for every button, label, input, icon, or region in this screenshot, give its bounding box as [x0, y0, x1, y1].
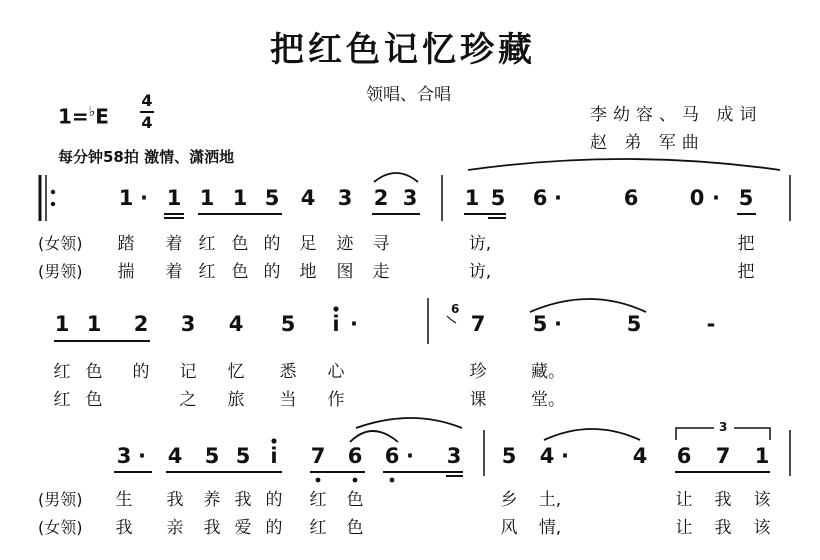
high-octave-dot: [333, 306, 338, 311]
lyric: 着: [165, 262, 183, 282]
lyric: 珍: [469, 362, 487, 382]
lyric: 把: [737, 262, 755, 282]
note: 4: [167, 444, 183, 468]
lyric: 藏。: [531, 362, 565, 382]
note: i: [270, 444, 278, 468]
lyric: 访,: [468, 234, 492, 254]
lyric: 揣: [117, 262, 135, 282]
lyric: 踏: [117, 234, 135, 254]
dot: ·: [140, 186, 148, 210]
dot: ·: [350, 312, 358, 336]
lyric: 足: [299, 234, 317, 254]
lyric: 把: [737, 234, 755, 254]
note: 3: [116, 444, 132, 468]
lyric: 亲: [166, 518, 184, 538]
note: 0: [689, 186, 705, 210]
note: 7: [470, 312, 486, 336]
lyric: 当: [279, 390, 297, 410]
lyric: 作: [327, 390, 345, 410]
lyric: 我: [714, 490, 732, 510]
lyric: 的: [265, 490, 283, 510]
lyric: 地: [299, 262, 317, 282]
lyric: 色: [85, 390, 103, 410]
note: 5: [490, 186, 506, 210]
note: 4: [228, 312, 244, 336]
grace-note: 6: [451, 302, 460, 316]
lyric: 旅: [227, 390, 245, 410]
lyric: 色: [231, 262, 249, 282]
lyric: 色: [346, 490, 364, 510]
note: 1: [754, 444, 770, 468]
note: 3: [337, 186, 353, 210]
lyric: 我: [166, 490, 184, 510]
note: 3: [446, 444, 462, 468]
dot: ·: [561, 444, 569, 468]
slur: [374, 173, 418, 182]
slur: [356, 418, 462, 428]
flat-sign: ♭: [88, 104, 96, 120]
time-signature: [140, 92, 154, 132]
note: 1: [86, 312, 102, 336]
lyric: 色: [346, 518, 364, 538]
lyric: 记: [179, 362, 197, 382]
lyric: 我: [234, 490, 252, 510]
lyric: 红: [53, 362, 71, 382]
dash: -: [706, 312, 716, 336]
dot: ·: [554, 312, 562, 336]
lyric: 忆: [227, 362, 245, 382]
performance-form: 领唱、合唱: [366, 85, 451, 105]
lyric: 我: [714, 518, 732, 538]
note: i: [332, 312, 340, 336]
note: 1: [232, 186, 248, 210]
note: 3: [180, 312, 196, 336]
lyric: 红: [309, 518, 327, 538]
score-line-3: [0, 420, 820, 484]
lyric: 课: [469, 390, 487, 410]
slur: [530, 299, 646, 312]
lyric: 悉: [279, 362, 297, 382]
lyric: 心: [327, 362, 345, 382]
note: 2: [133, 312, 149, 336]
lyric: 之: [179, 390, 197, 410]
note: 4: [632, 444, 648, 468]
song-title: 把红色记忆珍藏: [270, 30, 536, 70]
lyric: 色: [85, 362, 103, 382]
lyrics-line-2b: [0, 388, 820, 414]
lyric: 爱: [234, 518, 252, 538]
lyric: 红: [309, 490, 327, 510]
high-octave-dot: [271, 438, 276, 443]
note: 7: [715, 444, 731, 468]
lyric: 的: [265, 518, 283, 538]
note: 6: [347, 444, 363, 468]
note: 6: [623, 186, 639, 210]
lyric: 红: [198, 234, 216, 254]
note: 7: [310, 444, 326, 468]
note: 5: [501, 444, 517, 468]
lyric: 的: [132, 362, 150, 382]
lyric: 该: [753, 490, 771, 510]
slur: [468, 159, 780, 170]
lyric: 堂。: [531, 390, 565, 410]
lyric: 迹: [336, 234, 354, 254]
composer-credit: 赵 弟 军曲: [590, 133, 705, 153]
lyrics-line-3b: [0, 516, 820, 542]
lyric: 土,: [538, 490, 562, 510]
lyric: 风: [500, 518, 518, 538]
key-prefix: 1=: [58, 104, 89, 129]
lyric: 的: [263, 262, 281, 282]
lyricist-credit: 李幼容、马 成词: [590, 105, 763, 125]
note: 3: [402, 186, 418, 210]
note: 6: [676, 444, 692, 468]
note: 5: [235, 444, 251, 468]
note: 5: [738, 186, 754, 210]
singer-label: (男领): [38, 262, 83, 281]
tempo-marking: 每分钟58拍 激情、潇洒地: [58, 148, 235, 166]
note: 4: [300, 186, 316, 210]
note: 5: [204, 444, 220, 468]
lyric: 图: [336, 262, 354, 282]
dot: ·: [554, 186, 562, 210]
note: 4: [539, 444, 555, 468]
time-bottom: 4: [141, 113, 153, 132]
note: 5: [280, 312, 296, 336]
singer-label: (男领): [38, 490, 83, 509]
key-note: E: [95, 104, 109, 129]
lyric: 养: [203, 490, 221, 510]
dot: ·: [406, 444, 414, 468]
lyric: 让: [675, 518, 693, 538]
tie: [350, 431, 398, 442]
lyric: 访,: [468, 262, 492, 282]
dot: ·: [138, 444, 146, 468]
slur: [544, 429, 640, 440]
note: 2: [373, 186, 389, 210]
note: 1: [199, 186, 215, 210]
note: 5: [264, 186, 280, 210]
note: 1: [464, 186, 480, 210]
lyric: 该: [753, 518, 771, 538]
lyrics-line-1a: [0, 232, 820, 258]
lyric: 寻: [372, 234, 390, 254]
lyric: 乡: [500, 490, 518, 510]
lyric: 红: [53, 390, 71, 410]
time-top: 4: [141, 91, 153, 110]
singer-label: (女领): [38, 234, 83, 253]
dot: ·: [712, 186, 720, 210]
note: 5: [626, 312, 642, 336]
note: 1: [166, 186, 182, 210]
lyric: 着: [165, 234, 183, 254]
lyric: 红: [198, 262, 216, 282]
lyric: 让: [675, 490, 693, 510]
score-line-1: [0, 186, 820, 226]
key-signature: [58, 104, 109, 129]
singer-label: (女领): [38, 518, 83, 537]
lyric: 色: [231, 234, 249, 254]
lyric: 走: [372, 262, 390, 282]
lyrics-line-3a: [0, 488, 820, 514]
triplet-mark: 3: [719, 420, 728, 434]
lyrics-line-1b: [0, 260, 820, 286]
lyric: 我: [115, 518, 133, 538]
note: 5: [532, 312, 548, 336]
score-line-2: [0, 302, 820, 352]
note: 6: [532, 186, 548, 210]
lyric: 我: [203, 518, 221, 538]
note: 6: [384, 444, 400, 468]
lyric: 的: [263, 234, 281, 254]
lyrics-line-2a: [0, 360, 820, 386]
note: 1: [118, 186, 134, 210]
lyric: 生: [115, 490, 133, 510]
lyric: 情,: [538, 518, 562, 538]
note: 1: [54, 312, 70, 336]
